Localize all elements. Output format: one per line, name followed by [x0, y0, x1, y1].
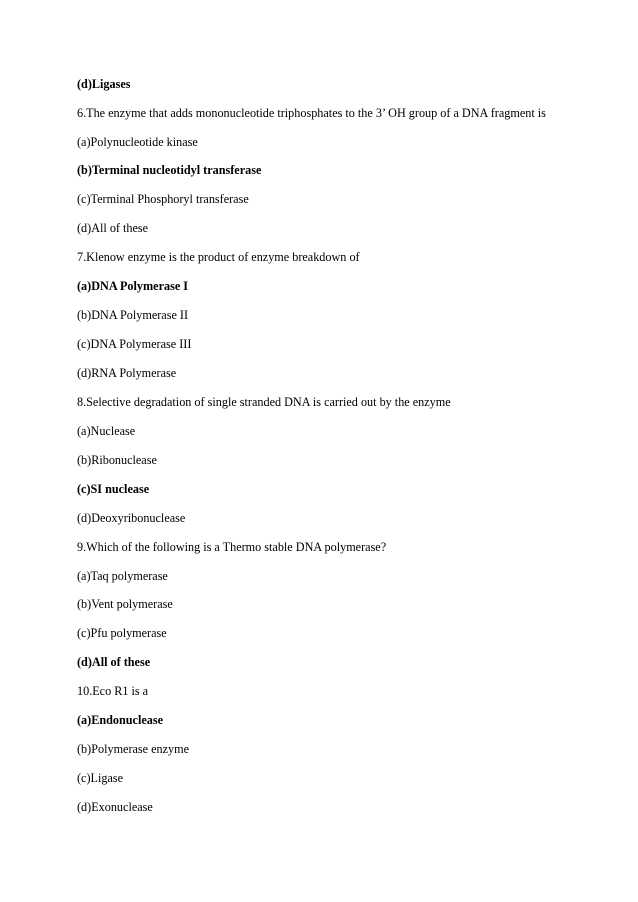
question-line: 7.Klenow enzyme is the product of enzyme breakdown of	[77, 250, 360, 264]
option-line: (d)Deoxyribonuclease	[77, 511, 186, 525]
option-line: (c)Pfu polymerase	[77, 626, 167, 640]
answer-line: (d)Ligases	[77, 77, 131, 91]
option-line: (d)All of these	[77, 221, 149, 235]
option-line: (a)Polynucleotide kinase	[77, 135, 198, 149]
option-line: (b)Vent polymerase	[77, 597, 173, 611]
answer-line: (c)SI nuclease	[77, 482, 150, 496]
answer-line: (d)All of these	[77, 655, 151, 669]
question-line: 10.Eco R1 is a	[77, 684, 149, 698]
option-line: (b)Polymerase enzyme	[77, 742, 190, 756]
question-line: 9.Which of the following is a Thermo stable DNA polymerase?	[77, 540, 387, 554]
answer-line: (b)Terminal nucleotidyl transferase	[77, 163, 262, 177]
option-line: (c)Terminal Phosphoryl transferase	[77, 192, 249, 206]
option-line: (d)Exonuclease	[77, 800, 153, 814]
option-line: (a)Taq polymerase	[77, 569, 168, 583]
question-line: 6.The enzyme that adds mononucleotide triphosphates to the 3’ OH group of a DNA fragment is	[77, 106, 546, 120]
option-line: (a)Nuclease	[77, 424, 136, 438]
answer-line: (a)DNA Polymerase I	[77, 279, 189, 293]
option-line: (b)Ribonuclease	[77, 453, 157, 467]
answer-line: (a)Endonuclease	[77, 713, 163, 727]
option-line: (d)RNA Polymerase	[77, 366, 177, 380]
question-line: 8.Selective degradation of single stranded DNA is carried out by the enzyme	[77, 395, 451, 409]
option-line: (c)Ligase	[77, 771, 124, 785]
option-line: (b)DNA Polymerase II	[77, 308, 189, 322]
option-line: (c)DNA Polymerase III	[77, 337, 192, 351]
